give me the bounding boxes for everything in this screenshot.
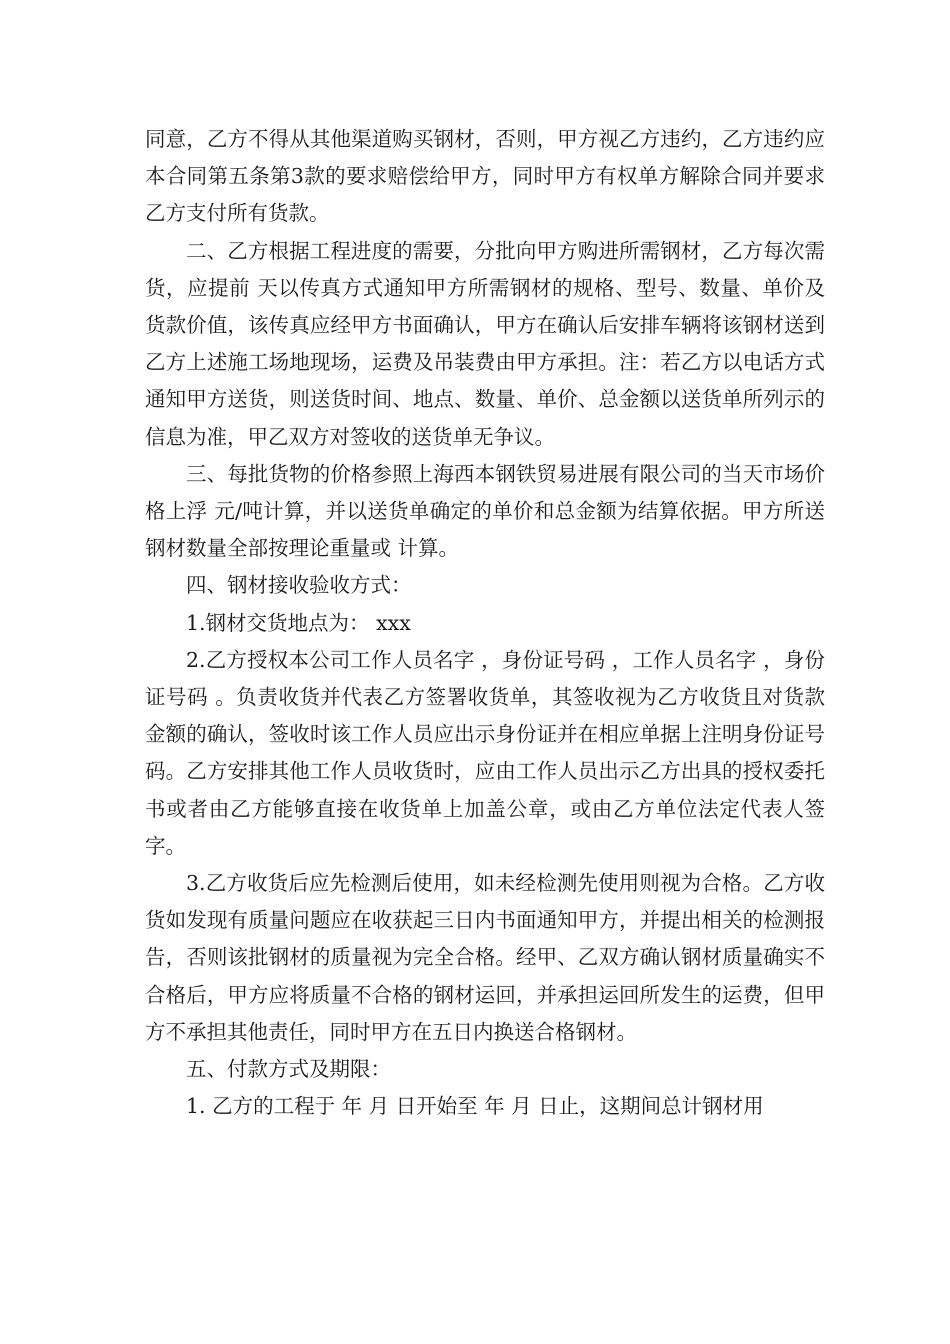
paragraph-clause-three: 三、每批货物的价格参照上海西本钢铁贸易进展有限公司的当天市场价格上浮 元/吨计算，并以送货单确定的单价和总金额为结算依据。甲方所送钢材数量全部按理论重量或 计算。 bbox=[145, 461, 825, 561]
paragraph-clause-five-item-1: 1. 乙方的工程于 年 月 日开始至 年 月 日止，这期间总计钢材用 bbox=[186, 1094, 764, 1119]
document-body bbox=[145, 121, 825, 1125]
paragraph-clause-four-heading: 四、钢材接收验收方式： bbox=[186, 573, 412, 598]
paragraph-clause-five-heading: 五、付款方式及期限： bbox=[186, 1057, 391, 1082]
paragraph-continued-clause: 同意，乙方不得从其他渠道购买钢材，否则，甲方视乙方违约，乙方违约应本合同第五条第3款的要求赔偿给甲方，同时甲方有权单方解除合同并要求乙方支付所有货款。 bbox=[145, 127, 825, 226]
paragraph-clause-two: 二、乙方根据工程进度的需要，分批向甲方购进所需钢材，乙方每次需货，应提前 天以传真方式通知甲方所需钢材的规格、型号、数量、单价及货款价值，该传真应经甲方书面确认，甲方在确认后安排车辆将该钢材送到乙方上述施工场地现场，运费及吊装费由甲方承担。注：若乙方以电话方式通知甲方送货，则送货时间、地点、数量、单价、总金额以送货单所列示的信息为准，甲乙双方对签收的送货单无争议。 bbox=[145, 238, 825, 449]
paragraph-clause-four-item-2: 2.乙方授权本公司工作人员名字 ，身份证号码 ，工作人员名字 ，身份证号码 。负责收货并代表乙方签署收货单，其签收视为乙方收货且对货款金额的确认，签收时该工作人员应出示身份证并在相应单据上注明身份证号码。乙方安排其他工作人员收货时，应由工作人员出示乙方出具的授权委托书或者由乙方能够直接在收货单上加盖公章，或由乙方单位法定代表人签字。 bbox=[145, 647, 825, 858]
paragraph-clause-four-item-3: 3.乙方收货后应先检测后使用，如未经检测先使用则视为合格。乙方收货如发现有质量问题应在收获起三日内书面通知甲方，并提出相关的检测报告，否则该批钢材的质量视为完全合格。经甲、乙双方确认钢材质量确实不合格后，甲方应将质量不合格的钢材运回，并承担运回所发生的运费，但甲方不承担其他责任，同时甲方在五日内换送合格钢材。 bbox=[145, 871, 825, 1044]
paragraph-clause-four-item-1: 1.钢材交货地点为： xxx bbox=[186, 610, 411, 635]
